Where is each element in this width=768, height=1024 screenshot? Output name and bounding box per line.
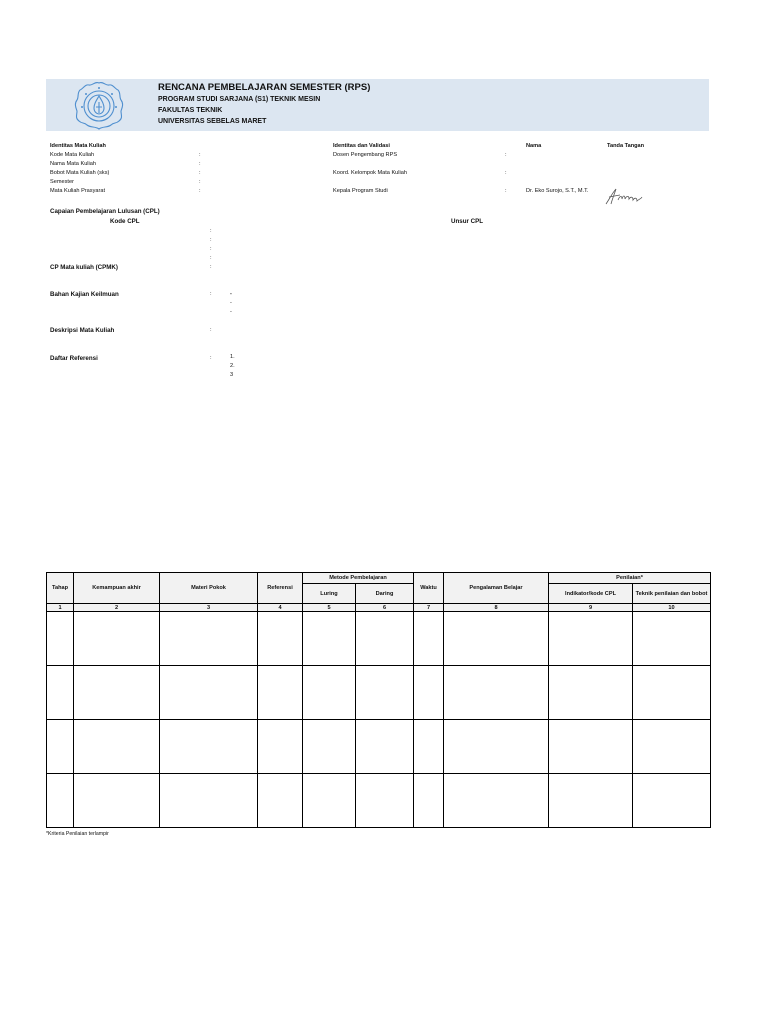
table-footnote: *Kriteria Penilaian terlampir (46, 831, 109, 837)
cpl-colon: : (210, 255, 212, 261)
column-number: 10 (633, 604, 711, 612)
deskripsi-sep: : (210, 327, 212, 333)
header-band (46, 79, 709, 131)
validation-sep: : (505, 188, 507, 194)
field-label: Semester (50, 179, 74, 185)
signature-heading: Tanda Tangan (607, 143, 645, 149)
column-number: 3 (160, 604, 258, 612)
table-row (47, 774, 711, 828)
column-number: 4 (258, 604, 303, 612)
signature-icon (604, 186, 648, 208)
bahan-kajian-item: - (230, 309, 232, 315)
referensi-item: 1. (230, 354, 235, 360)
referensi-item: 3 (230, 372, 234, 378)
header-referensi: Referensi (258, 573, 303, 604)
header-tahap: Tahap (47, 573, 74, 604)
bahan-kajian-label: Bahan Kajian Keilmuan (50, 291, 119, 298)
cpl-heading: Capaian Pembelajaran Lulusan (CPL) (50, 208, 160, 215)
field-label: Bobot Mata Kuliah (sks) (50, 170, 110, 176)
faculty-name: FAKULTAS TEKNIK (158, 107, 223, 114)
identity-heading: Identitas Mata Kuliah (50, 143, 106, 149)
name-heading: Nama (526, 143, 542, 149)
cpl-code-heading: Kode CPL (110, 218, 140, 225)
field-sep: : (199, 161, 201, 167)
table-row (47, 612, 711, 666)
column-number: 6 (356, 604, 414, 612)
validation-label: Kepala Program Studi (333, 188, 388, 194)
cpl-colon: : (210, 246, 212, 252)
referensi-sep: : (210, 355, 212, 361)
document-title: RENCANA PEMBELAJARAN SEMESTER (RPS) (158, 82, 371, 93)
validation-sep: : (505, 152, 507, 158)
referensi-label: Daftar Referensi (50, 355, 98, 362)
header-pengalaman: Pengalaman Belajar (444, 573, 549, 604)
header-penilaian: Penilaian* (549, 573, 711, 584)
field-label: Kode Mata Kuliah (50, 152, 95, 158)
header-indikator: Indikator/kode CPL (549, 584, 633, 604)
validation-heading: Identitas dan Validasi (333, 143, 390, 149)
header-metode: Metode Pembelajaran (303, 573, 414, 584)
cpl-element-heading: Unsur CPL (451, 218, 483, 225)
field-sep: : (199, 152, 201, 158)
header-materi: Materi Pokok (160, 573, 258, 604)
table-row (47, 666, 711, 720)
validation-label: Koord. Kelompok Mata Kuliah (333, 170, 408, 176)
validation-label: Dosen Pengembang RPS (333, 152, 398, 158)
field-label: Nama Mata Kuliah (50, 161, 97, 167)
program-name: PROGRAM STUDI SARJANA (S1) TEKNIK MESIN (158, 96, 321, 103)
field-sep: : (199, 170, 201, 176)
column-number: 9 (549, 604, 633, 612)
header-kemampuan: Kemampuan akhir (74, 573, 160, 604)
header-waktu: Waktu (414, 573, 444, 604)
university-logo-icon (72, 80, 126, 132)
field-sep: : (199, 188, 201, 194)
column-number: 8 (444, 604, 549, 612)
header-teknik: Teknik penilaian dan bobot (633, 584, 711, 604)
cpmk-label: CP Mata kuliah (CPMK) (50, 264, 118, 271)
cpl-colon: : (210, 237, 212, 243)
referensi-item: 2. (230, 363, 235, 369)
field-label: Mata Kuliah Prasyarat (50, 188, 106, 194)
table-row (47, 720, 711, 774)
bahan-kajian-sep: : (210, 291, 212, 297)
field-sep: : (199, 179, 201, 185)
column-number-row (47, 604, 711, 612)
cpl-colon: : (210, 228, 212, 234)
cpmk-sep: : (210, 264, 212, 270)
column-number: 5 (303, 604, 356, 612)
column-number: 7 (414, 604, 444, 612)
validation-sep: : (505, 170, 507, 176)
header-daring: Daring (356, 584, 414, 604)
bahan-kajian-item: - (230, 291, 232, 297)
learning-plan-table (46, 572, 711, 828)
header-luring: Luring (303, 584, 356, 604)
university-name: UNIVERSITAS SEBELAS MARET (158, 118, 267, 125)
bahan-kajian-item: - (230, 300, 232, 306)
column-number: 1 (47, 604, 74, 612)
deskripsi-label: Deskripsi Mata Kuliah (50, 327, 115, 334)
column-number: 2 (74, 604, 160, 612)
head-of-program-name: Dr. Eko Surojo, S.T., M.T. (526, 188, 589, 194)
